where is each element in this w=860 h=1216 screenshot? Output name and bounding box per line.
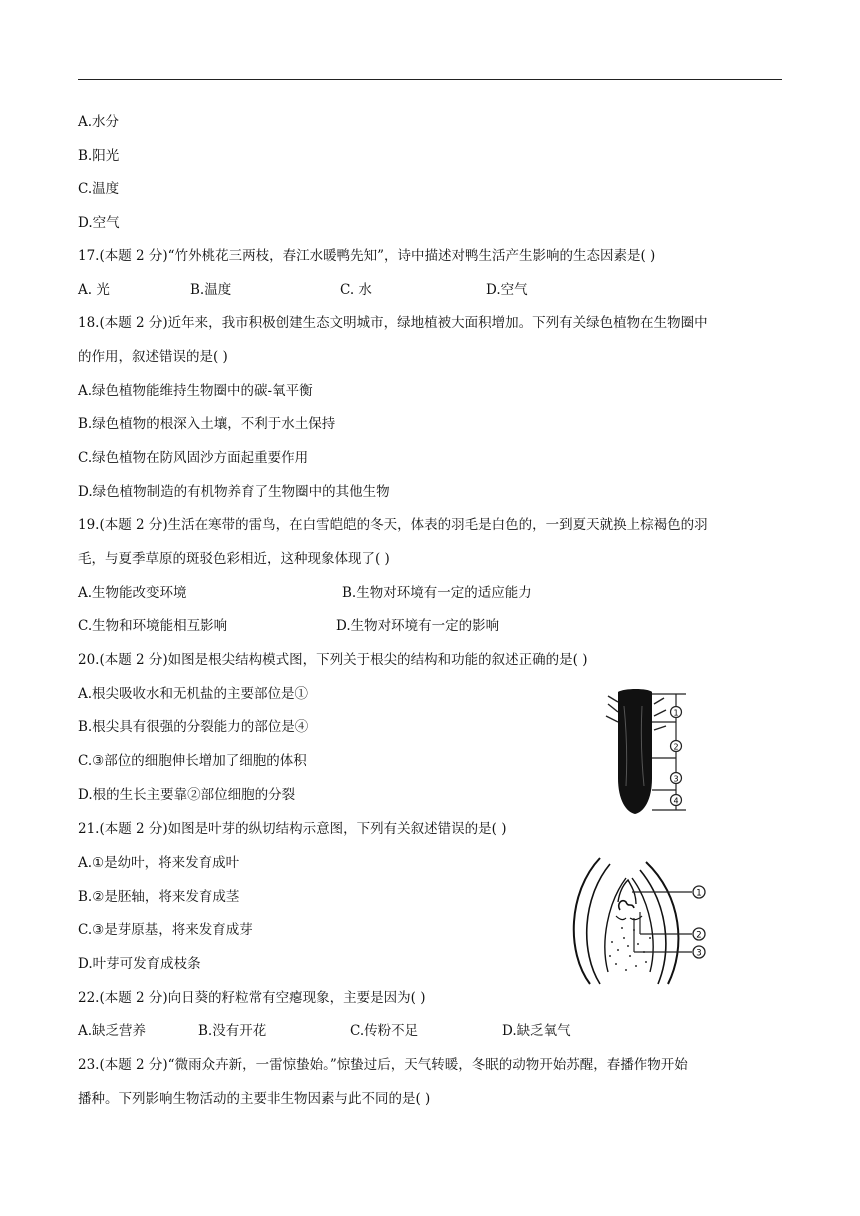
- bud-label-3: 3: [696, 948, 702, 959]
- q19-stem-line-2: 毛，与夏季草原的斑驳色彩相近，这种现象体现了( ): [78, 551, 390, 567]
- q19-option-a: A.生物能改变环境: [78, 585, 187, 601]
- q22-option-a: A.缺乏营养: [78, 1023, 147, 1039]
- root-tip-figure: [594, 686, 690, 818]
- q21-option-b: B.②是胚轴，将来发育成茎: [78, 889, 240, 905]
- leaf-bud-figure: [560, 852, 716, 988]
- q21-option-c: C.③是芽原基，将来发育成芽: [78, 922, 253, 938]
- q17-option-b: B.温度: [190, 282, 232, 298]
- q20-option-b: B.根尖具有很强的分裂能力的部位是④: [78, 719, 309, 735]
- q17-option-c: C. 水: [340, 282, 372, 298]
- bud-label-1: 1: [696, 888, 702, 899]
- q21-option-a: A.①是幼叶，将来发育成叶: [78, 855, 240, 871]
- header-rule: [78, 79, 782, 80]
- q22-option-b: B.没有开花: [198, 1023, 267, 1039]
- q22-option-c: C.传粉不足: [350, 1023, 419, 1039]
- q19-stem-line-1: 19.(本题 2 分)生活在寒带的雷鸟，在白雪皑皑的冬天，体表的羽毛是白色的，一到夏天就换上棕褐色的羽: [78, 517, 708, 533]
- q16-option-a: A.水分: [78, 114, 120, 130]
- q16-option-c: C.温度: [78, 181, 120, 197]
- q19-option-c: C.生物和环境能相互影响: [78, 618, 228, 634]
- q18-option-a: A.绿色植物能维持生物圈中的碳-氧平衡: [78, 383, 313, 399]
- q17-stem: 17.(本题 2 分)“竹外桃花三两枝，春江水暖鸭先知”，诗中描述对鸭生活产生影响的生态因素是( ): [78, 248, 656, 264]
- q23-stem-line-1: 23.(本题 2 分)“微雨众卉新，一雷惊蛰始。”惊蛰过后，天气转暖，冬眠的动物开始苏醒，春播作物开始: [78, 1057, 688, 1073]
- q16-option-d: D.空气: [78, 215, 120, 231]
- root-label-2: 2: [673, 742, 679, 752]
- q17-option-d: D.空气: [486, 282, 528, 298]
- q20-stem: 20.(本题 2 分)如图是根尖结构模式图，下列关于根尖的结构和功能的叙述正确的是( ): [78, 652, 588, 668]
- root-label-4: 4: [673, 796, 679, 806]
- q23-stem-line-2: 播种。下列影响生物活动的主要非生物因素与此不同的是( ): [78, 1091, 431, 1107]
- q18-option-c: C.绿色植物在防风固沙方面起重要作用: [78, 450, 309, 466]
- q20-option-d: D.根的生长主要靠②部位细胞的分裂: [78, 787, 296, 803]
- q22-option-d: D.缺乏氧气: [502, 1023, 571, 1039]
- q18-stem-line-1: 18.(本题 2 分)近年来，我市积极创建生态文明城市，绿地植被大面积增加。下列有关绿色植物在生物圈中: [78, 315, 708, 331]
- q17-option-a: A. 光: [78, 282, 110, 298]
- q18-stem-line-2: 的作用，叙述错误的是( ): [78, 349, 228, 365]
- q21-stem: 21.(本题 2 分)如图是叶芽的纵切结构示意图，下列有关叙述错误的是( ): [78, 821, 507, 837]
- root-label-1: 1: [673, 708, 679, 718]
- q16-option-b: B.阳光: [78, 148, 120, 164]
- q19-option-d: D.生物对环境有一定的影响: [336, 618, 500, 634]
- q20-option-a: A.根尖吸收水和无机盐的主要部位是①: [78, 686, 309, 702]
- q21-option-d: D.叶芽可发育成枝条: [78, 956, 201, 972]
- q18-option-d: D.绿色植物制造的有机物养育了生物圈中的其他生物: [78, 484, 390, 500]
- q22-stem: 22.(本题 2 分)向日葵的籽粒常有空瘪现象，主要是因为( ): [78, 990, 426, 1006]
- q20-option-c: C.③部位的细胞伸长增加了细胞的体积: [78, 753, 307, 769]
- root-label-3: 3: [673, 774, 679, 784]
- bud-label-2: 2: [696, 930, 702, 941]
- q18-option-b: B.绿色植物的根深入土壤，不利于水土保持: [78, 416, 336, 432]
- q19-option-b: B.生物对环境有一定的适应能力: [342, 585, 532, 601]
